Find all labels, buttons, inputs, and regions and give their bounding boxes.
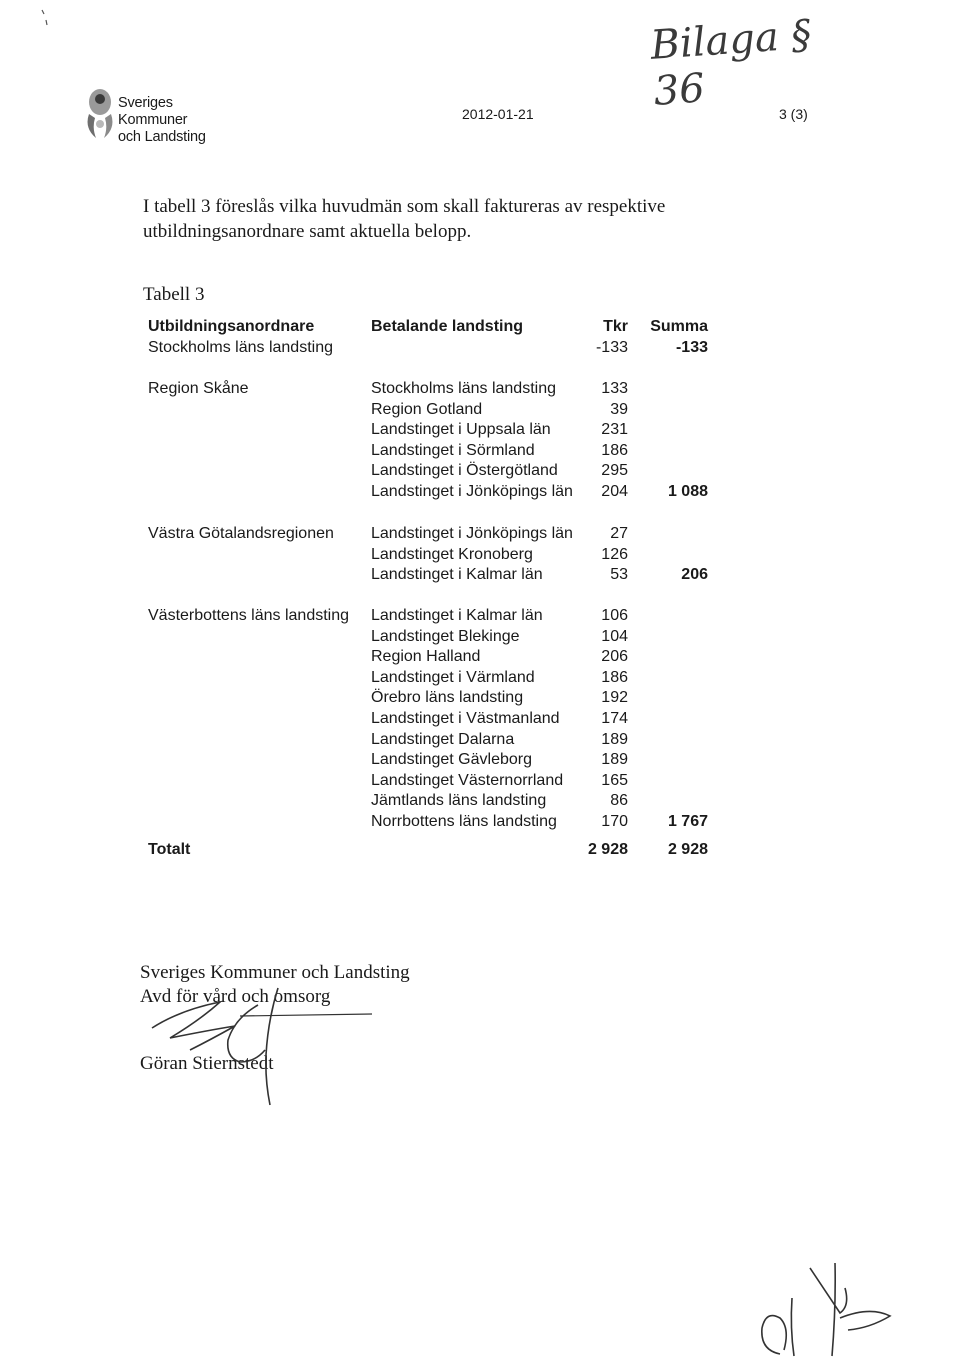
intro-paragraph: I tabell 3 föreslås vilka huvudmän som skall faktureras av respektive utbildningsanordnare samt aktuella belopp. [143, 196, 666, 242]
row-betalande: Landstinget i Jönköpings län [371, 525, 573, 542]
row-tkr: 133 [601, 380, 628, 397]
header-anordnare: Utbildningsanordnare [148, 318, 315, 335]
row-betalande: Norrbottens läns landsting [371, 813, 557, 830]
org-name-line-2: Kommuner [118, 112, 188, 128]
row-betalande: Landstinget i Östergötland [371, 462, 558, 479]
group-anordnare: Västerbottens läns landsting [148, 607, 350, 624]
row-tkr: 204 [601, 483, 628, 500]
group-summa: 1 088 [667, 483, 708, 500]
row-betalande: Landstinget i Värmland [371, 669, 535, 686]
row-tkr: 53 [610, 566, 628, 583]
group-anordnare: Region Skåne [148, 380, 249, 397]
group-anordnare: Stockholms läns landsting [148, 339, 333, 356]
group-summa: 206 [681, 566, 708, 583]
row-betalande: Landstinget i Västmanland [371, 710, 560, 727]
row-tkr: 126 [601, 546, 628, 563]
row-betalande: Jämtlands läns landsting [371, 792, 547, 809]
row-betalande: Landstinget i Jönköpings län [371, 483, 573, 500]
row-betalande: Landstinget i Kalmar län [371, 607, 543, 624]
row-tkr: 104 [601, 628, 628, 645]
signature-org: Sveriges Kommuner och Landsting [140, 962, 410, 983]
row-betalande: Landstinget Blekinge [371, 628, 520, 645]
handwritten-annex-note: Bilaga § 36 [649, 11, 813, 115]
row-tkr: 186 [601, 442, 628, 459]
handwritten-signature [140, 980, 380, 1110]
row-betalande: Region Gotland [371, 401, 483, 418]
table-title: Tabell 3 [143, 284, 205, 305]
total-label: Totalt [148, 841, 191, 858]
row-tkr: 170 [601, 813, 628, 830]
row-tkr: 295 [601, 462, 628, 479]
row-betalande: Landstinget Gävleborg [371, 751, 532, 768]
row-tkr: 206 [601, 648, 628, 665]
row-betalande: Stockholms läns landsting [371, 380, 556, 397]
group-anordnare: Västra Götalandsregionen [148, 525, 334, 542]
signature-name: Göran Stiernstedt [140, 1053, 274, 1074]
row-tkr: 165 [601, 772, 628, 789]
row-betalande: Landstinget Dalarna [371, 731, 515, 748]
handwritten-initials [740, 1258, 920, 1358]
row-tkr: 27 [610, 525, 628, 542]
skl-logo-icon [80, 84, 120, 142]
page-number: 3 (3) [779, 106, 808, 122]
row-tkr: 86 [610, 792, 628, 809]
row-tkr: 189 [601, 731, 628, 748]
group-summa: -133 [675, 339, 708, 356]
row-tkr: -133 [595, 339, 628, 356]
row-betalande: Örebro läns landsting [371, 689, 524, 706]
org-name-line-1: Sveriges [118, 95, 173, 111]
row-tkr: 192 [601, 689, 628, 706]
row-tkr: 106 [601, 607, 628, 624]
total-tkr: 2 928 [587, 841, 628, 858]
total-summa: 2 928 [667, 841, 708, 858]
row-tkr: 231 [601, 421, 628, 438]
row-betalande: Landstinget Västernorrland [371, 772, 564, 789]
row-tkr: 186 [601, 669, 628, 686]
header-tkr: Tkr [603, 318, 628, 335]
row-betalande: Landstinget Kronoberg [371, 546, 533, 563]
row-betalande: Landstinget i Uppsala län [371, 421, 551, 438]
row-tkr: 39 [610, 401, 628, 418]
row-betalande: Landstinget i Sörmland [371, 442, 535, 459]
row-tkr: 174 [601, 710, 628, 727]
header-betalande: Betalande landsting [371, 318, 524, 335]
group-summa: 1 767 [667, 813, 708, 830]
row-betalande: Landstinget i Kalmar län [371, 566, 543, 583]
document-date: 2012-01-21 [462, 106, 534, 122]
org-name-line-3: och Landsting [118, 129, 206, 145]
scan-mark [40, 8, 50, 28]
signature-department: Avd för vård och omsorg [140, 986, 331, 1007]
row-betalande: Region Halland [371, 648, 481, 665]
header-summa: Summa [650, 318, 708, 335]
row-tkr: 189 [601, 751, 628, 768]
